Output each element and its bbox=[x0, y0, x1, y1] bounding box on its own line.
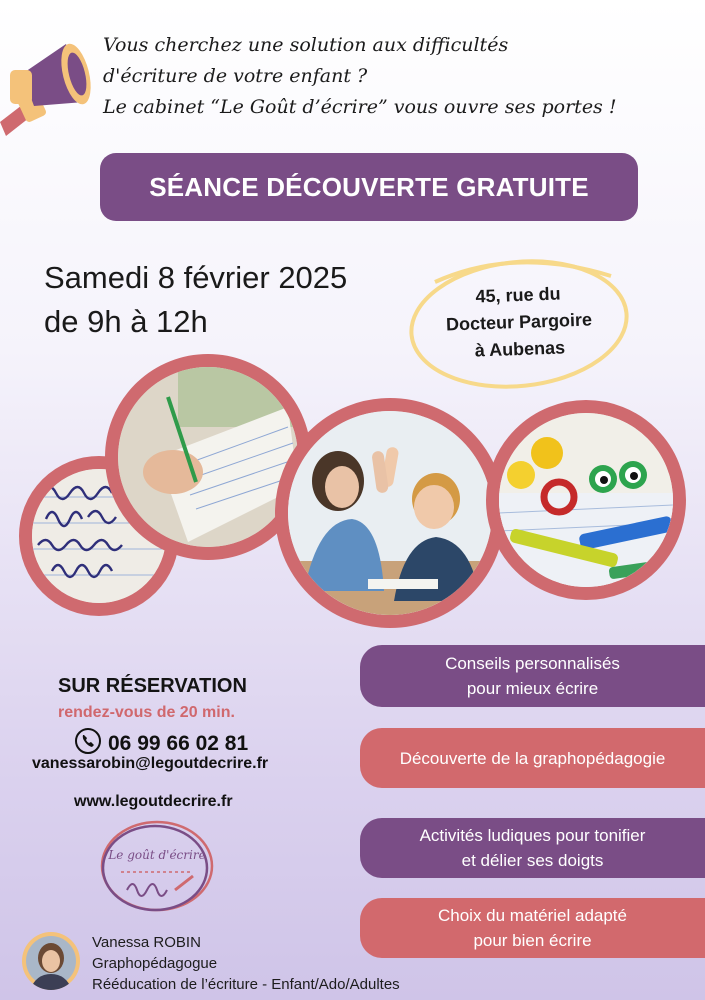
address-text bbox=[403, 248, 636, 396]
logo-text: Le goût d'écrire bbox=[108, 848, 206, 862]
signer-name: Vanessa ROBIN bbox=[92, 934, 201, 951]
megaphone-icon bbox=[0, 36, 100, 140]
feature-1-line-1: Conseils personnalisés bbox=[445, 654, 620, 673]
event-hours: de 9h à 12h bbox=[44, 304, 208, 339]
photo-fidget-tools bbox=[486, 400, 686, 600]
logo bbox=[97, 818, 217, 914]
feature-pill-3 bbox=[360, 818, 705, 878]
feature-pill-4 bbox=[360, 898, 705, 958]
phone-number-text: 06 99 66 02 81 bbox=[108, 732, 249, 755]
address-line-1: 45, rue du bbox=[475, 283, 561, 306]
email-link[interactable]: vanessarobin@legoutdecrire.fr bbox=[32, 755, 269, 772]
intro-line-2: d'écriture de votre enfant ? bbox=[103, 65, 368, 87]
feature-3-line-2: et délier ses doigts bbox=[461, 851, 604, 870]
feature-pill-1 bbox=[360, 645, 705, 707]
signer-specialty: Rééducation de l’écriture - Enfant/Ado/Adultes bbox=[92, 976, 400, 993]
signer-block bbox=[92, 932, 400, 995]
event-day: Samedi 8 février 2025 bbox=[44, 260, 348, 295]
booking-heading: SUR RÉSERVATION bbox=[58, 675, 247, 697]
address-line-3: à Aubenas bbox=[474, 336, 566, 361]
logo-ring-icon bbox=[97, 818, 217, 914]
address-bubble bbox=[405, 252, 633, 392]
feature-4-line-2: pour bien écrire bbox=[473, 931, 592, 950]
signer-role: Graphopédagogue bbox=[92, 955, 218, 972]
feature-1-line-2: pour mieux écrire bbox=[466, 679, 599, 698]
intro-text bbox=[103, 30, 693, 123]
offer-banner-title: SÉANCE DÉCOUVERTE GRATUITE bbox=[149, 171, 589, 202]
feature-2-line-1: Découverte de la graphopédagogie bbox=[399, 748, 666, 768]
feature-pill-2 bbox=[360, 728, 705, 788]
event-date bbox=[44, 256, 347, 344]
photo-high-five bbox=[275, 398, 505, 628]
feature-4-line-1: Choix du matériel adapté bbox=[437, 906, 627, 925]
feature-3-line-1: Activités ludiques pour tonifier bbox=[419, 826, 646, 845]
address-line-2: Docteur Pargoire bbox=[445, 308, 593, 335]
website-link[interactable]: www.legoutdecrire.fr bbox=[74, 793, 233, 810]
avatar bbox=[22, 932, 80, 990]
intro-line-1: Vous cherchez une solution aux difficultés bbox=[103, 34, 509, 56]
intro-line-3: Le cabinet “Le Goût d’écrire” vous ouvre ses portes ! bbox=[103, 96, 617, 118]
booking-duration: rendez-vous de 20 min. bbox=[58, 704, 235, 721]
offer-banner bbox=[100, 153, 638, 221]
